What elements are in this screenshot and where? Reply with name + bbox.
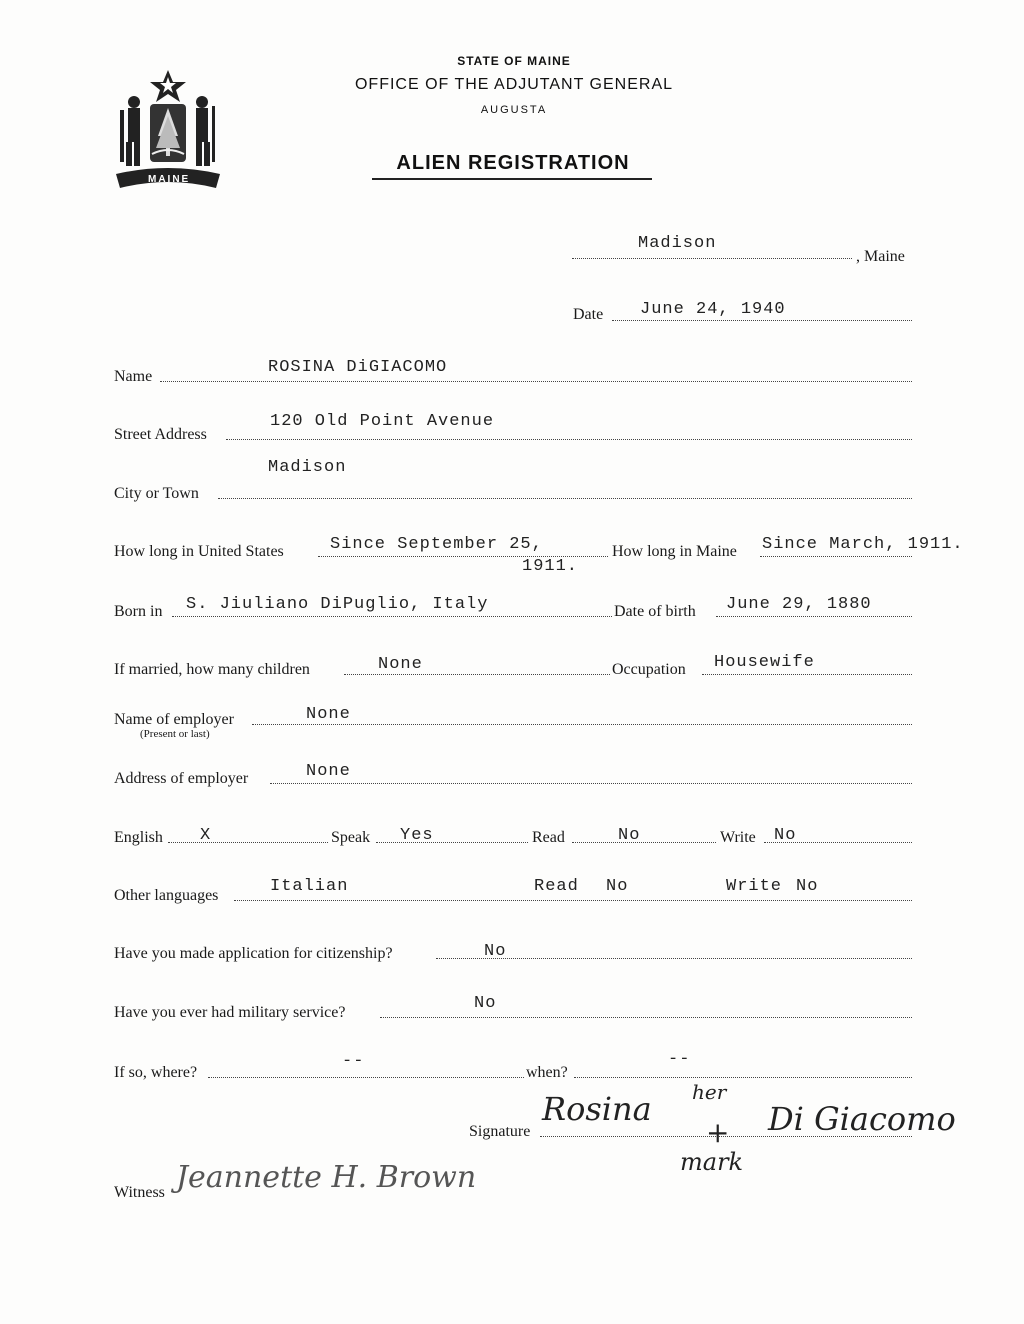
- how-long-us-value-1: Since September 25,: [330, 535, 543, 554]
- other-languages-write-value: No: [796, 877, 819, 896]
- how-long-us-value-2: 1911.: [522, 557, 579, 576]
- where-label: If so, where?: [114, 1064, 198, 1081]
- when-line: [574, 1077, 912, 1078]
- where-line: [208, 1077, 524, 1078]
- street-value: 120 Old Point Avenue: [270, 412, 495, 431]
- born-in-value: S. Jiuliano DiPuglio, Italy: [186, 595, 489, 614]
- citizenship-line: [436, 958, 912, 959]
- occupation-label: Occupation: [612, 661, 686, 678]
- born-in-line: [172, 616, 612, 617]
- military-value: No: [474, 994, 497, 1013]
- signature-mark-top: her: [692, 1080, 727, 1104]
- place-line: [572, 258, 852, 259]
- city-label: City or Town: [114, 485, 199, 502]
- name-value: ROSINA DiGIACOMO: [268, 358, 448, 377]
- signature-last-name: Di Giacomo: [768, 1100, 956, 1138]
- when-value: --: [668, 1050, 691, 1069]
- employer-line: [252, 724, 912, 725]
- witness-label: Witness: [114, 1184, 165, 1201]
- citizenship-value: No: [484, 942, 507, 961]
- children-label: If married, how many children: [114, 661, 310, 678]
- employer-address-label: Address of employer: [114, 770, 249, 787]
- witness-signature: Jeannette H. Brown: [176, 1160, 477, 1195]
- other-languages-line: [234, 900, 912, 901]
- page-title: ALIEN REGISTRATION: [396, 152, 630, 174]
- other-languages-write-label: Write: [726, 877, 783, 896]
- english-line: [168, 842, 328, 843]
- date-line: [612, 320, 912, 321]
- military-line: [380, 1017, 912, 1018]
- how-long-maine-value: Since March, 1911.: [762, 535, 964, 554]
- children-line: [344, 674, 610, 675]
- date-of-birth-label: Date of birth: [614, 603, 696, 620]
- write-label: Write: [720, 829, 756, 846]
- other-languages-value: Italian: [270, 877, 349, 896]
- street-line: [226, 439, 912, 440]
- write-value: No: [774, 826, 797, 845]
- citizenship-label: Have you made application for citizenship?: [114, 945, 393, 962]
- how-long-us-label: How long in United States: [114, 543, 284, 560]
- speak-line: [376, 842, 528, 843]
- employer-label: Name of employer: [114, 711, 234, 728]
- place-value: Madison: [638, 234, 717, 253]
- date-of-birth-value: June 29, 1880: [726, 595, 872, 614]
- employer-sublabel: (Present or last): [140, 728, 210, 740]
- header-office: OFFICE OF THE ADJUTANT GENERAL: [354, 76, 674, 93]
- when-label: when?: [526, 1064, 568, 1081]
- seal-banner-text: MAINE: [148, 174, 191, 185]
- signature-label: Signature: [469, 1123, 531, 1140]
- children-value: None: [378, 655, 423, 674]
- read-label: Read: [532, 829, 565, 846]
- employer-address-line: [270, 783, 912, 784]
- city-value: Madison: [268, 458, 347, 477]
- employer-value: None: [306, 705, 351, 724]
- where-value: --: [342, 1052, 365, 1071]
- other-languages-label: Other languages: [114, 887, 219, 904]
- date-label: Date: [573, 306, 604, 323]
- read-value: No: [618, 826, 641, 845]
- occupation-line: [702, 674, 912, 675]
- header-state: STATE OF MAINE: [457, 54, 571, 68]
- how-long-maine-line: [760, 556, 912, 557]
- city-line: [218, 498, 912, 499]
- signature-mark-symbol: +: [706, 1116, 730, 1149]
- other-languages-read-label: Read: [534, 877, 579, 896]
- english-value: X: [200, 826, 212, 845]
- header-city: AUGUSTA: [480, 104, 548, 116]
- signature-mark-bottom: mark: [680, 1148, 744, 1176]
- military-label: Have you ever had military service?: [114, 1004, 346, 1021]
- signature-first-name: Rosina: [542, 1090, 652, 1128]
- other-languages-read-value: No: [606, 877, 629, 896]
- title-underline: [372, 178, 652, 180]
- date-value: June 24, 1940: [640, 300, 786, 319]
- born-in-label: Born in: [114, 603, 163, 620]
- speak-label: Speak: [331, 829, 371, 846]
- date-of-birth-line: [716, 616, 912, 617]
- speak-value: Yes: [400, 826, 434, 845]
- occupation-value: Housewife: [714, 653, 815, 672]
- english-label: English: [114, 829, 163, 846]
- name-line: [160, 381, 912, 382]
- name-label: Name: [114, 368, 153, 385]
- how-long-maine-label: How long in Maine: [612, 543, 737, 560]
- street-label: Street Address: [114, 426, 207, 443]
- read-line: [572, 842, 716, 843]
- place-suffix: , Maine: [856, 248, 905, 265]
- employer-address-value: None: [306, 762, 351, 781]
